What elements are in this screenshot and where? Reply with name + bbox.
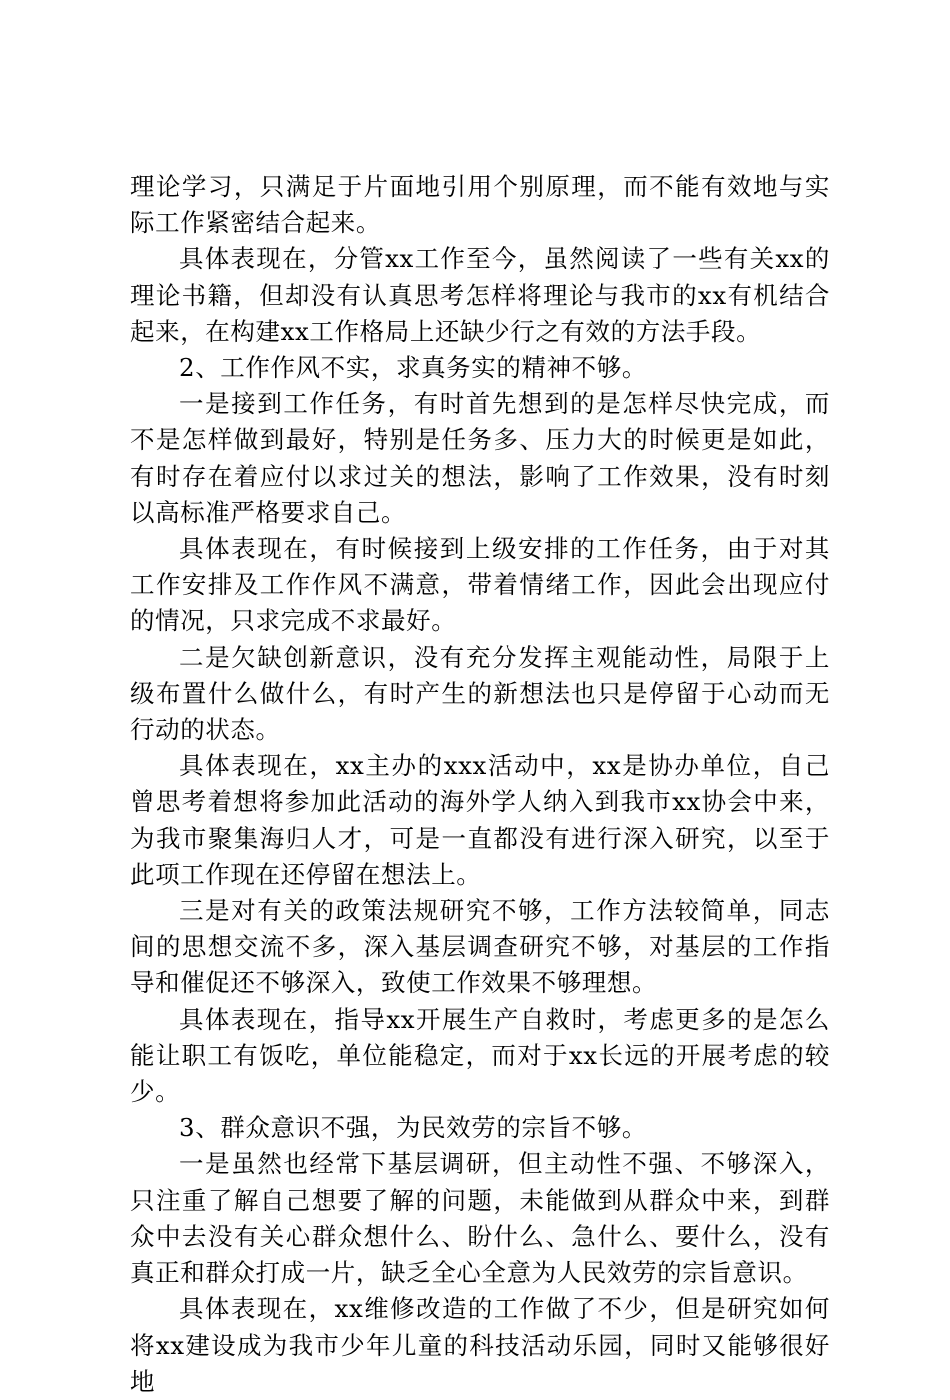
document-body	[130, 169, 830, 1400]
paragraph-1: 理论学习，只满足于片面地引用个别原理，而不能有效地与实际工作紧密结合起来。	[130, 172, 830, 238]
paragraph-4: 一是接到工作任务，有时首先想到的是怎样尽快完成，而不是怎样做到最好，特别是任务多、压力大的时候更是如此，有时存在着应付以求过关的想法，影响了工作效果，没有时刻以高标准严格要求自己。	[130, 389, 830, 527]
paragraph-10-heading: 3、群众意识不强，为民效劳的宗旨不够。	[179, 1113, 647, 1143]
paragraph-5: 具体表现在，有时候接到上级安排的工作任务，由于对其工作安排及工作作风不满意，带着情绪工作，因此会出现应付的情况，只求完成不求最好。	[130, 534, 830, 636]
paragraph-7: 具体表现在，xx主办的xxx活动中，xx是协办单位，自己曾思考着想将参加此活动的海外学人纳入到我市xx协会中来，为我市聚集海归人才，可是一直都没有进行深入研究，以至于此项工作现在还停留在想法上。	[130, 751, 830, 889]
paragraph-8: 三是对有关的政策法规研究不够，工作方法较简单，同志间的思想交流不多，深入基层调查研究不够，对基层的工作指导和催促还不够深入，致使工作效果不够理想。	[130, 896, 830, 998]
paragraph-6: 二是欠缺创新意识，没有充分发挥主观能动性，局限于上级布置什么做什么，有时产生的新想法也只是停留于心动而无行动的状态。	[130, 642, 830, 745]
paragraph-3-heading: 2、工作作风不实，求真务实的精神不够。	[179, 353, 647, 383]
paragraph-11: 一是虽然也经常下基层调研，但主动性不强、不够深入，只注重了解自己想要了解的问题，未能做到从群众中来，到群众中去没有关心群众想什么、盼什么、急什么、要什么，没有真正和群众打成一片，缺乏全心全意为人民效劳的宗旨意识。	[130, 1149, 830, 1288]
paragraph-2: 具体表现在，分管xx工作至今，虽然阅读了一些有关xx的理论书籍，但却没有认真思考怎样将理论与我市的xx有机结合起来，在构建xx工作格局上还缺少行之有效的方法手段。	[130, 244, 830, 346]
paragraph-9: 具体表现在，指导xx开展生产自救时，考虑更多的是怎么能让职工有饭吃，单位能稳定，而对于xx长远的开展考虑的较少。	[130, 1004, 830, 1107]
paragraph-12: 具体表现在，xx维修改造的工作做了不少，但是研究如何将xx建设成为我市少年儿童的科技活动乐园，同时又能够很好地	[130, 1294, 830, 1396]
